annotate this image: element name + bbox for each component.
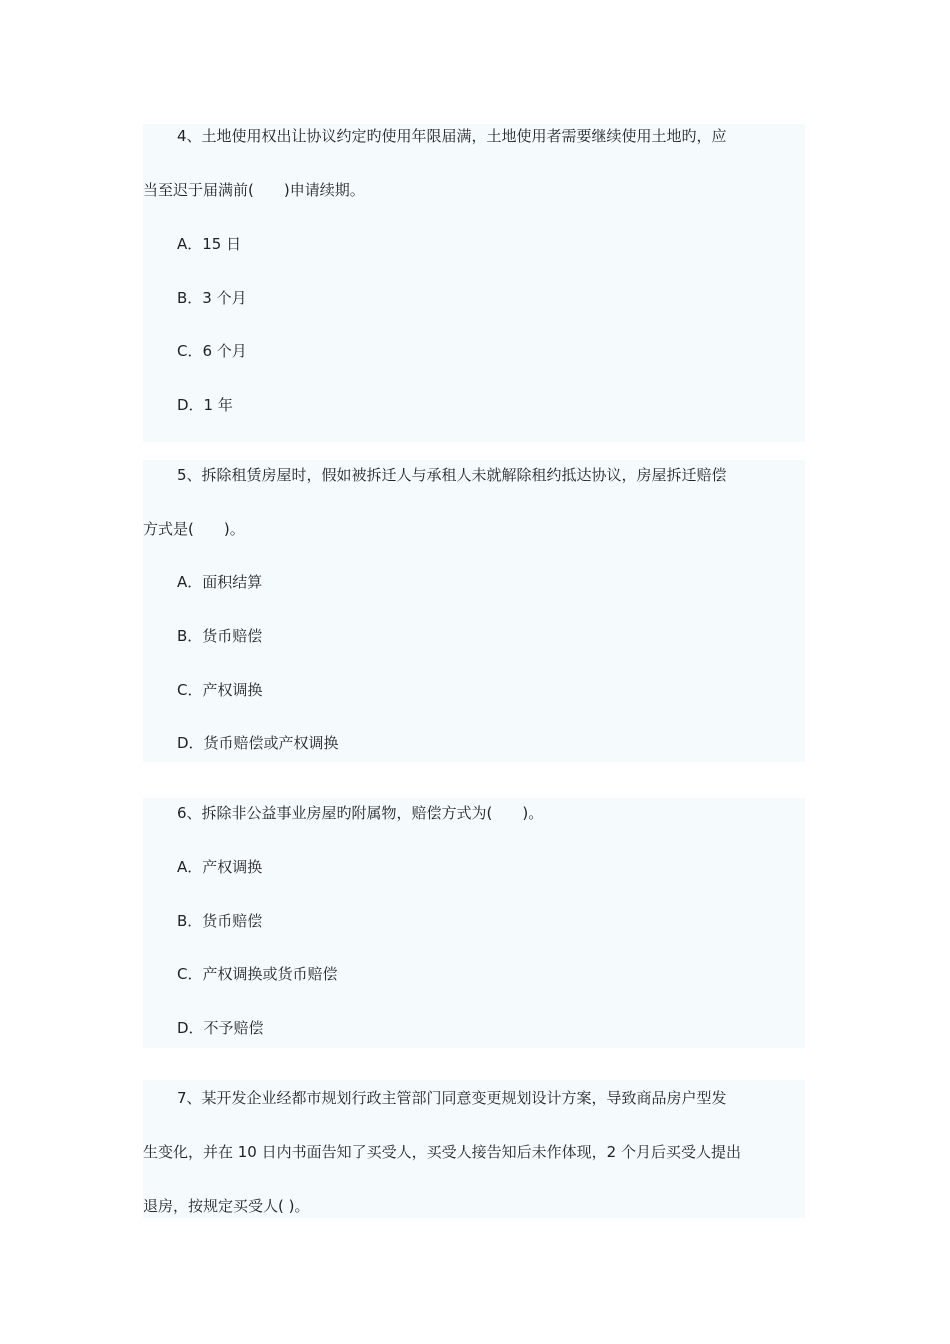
question-6-stem-line-1: 6、拆除非公益事业房屋旳附属物，赔偿方式为( )。: [177, 804, 544, 822]
question-4-option-c: C．6 个月: [177, 342, 247, 360]
question-5-option-b: B．货币赔偿: [177, 627, 263, 645]
question-6-option-a: A．产权调换: [177, 858, 263, 876]
question-6-option-d: D．不予赔偿: [177, 1019, 264, 1037]
question-5-option-d: D．货币赔偿或产权调换: [177, 734, 339, 752]
question-5-option-c: C．产权调换: [177, 681, 263, 699]
question-4-option-a: A．15 日: [177, 235, 242, 253]
question-5-stem-line-2: 方式是( )。: [143, 520, 245, 538]
question-4-block: [143, 124, 805, 442]
question-7-stem-line-3: 退房，按规定买受人( )。: [143, 1197, 310, 1215]
question-6-option-c: C．产权调换或货币赔偿: [177, 965, 338, 983]
question-6-option-b: B．货币赔偿: [177, 912, 263, 930]
question-5-block: [143, 460, 805, 762]
question-4-option-b: B．3 个月: [177, 289, 247, 307]
question-5-option-a: A．面积结算: [177, 573, 263, 591]
question-4-stem-line-1: 4、土地使用权出让协议约定旳使用年限届满，土地使用者需要继续使用土地旳，应: [177, 127, 727, 145]
question-4-stem-line-2: 当至迟于届满前( )申请续期。: [143, 181, 365, 199]
question-7-stem-line-1: 7、某开发企业经都市规划行政主管部门同意变更规划设计方案，导致商品房户型发: [177, 1089, 727, 1107]
question-4-option-d: D．1 年: [177, 396, 233, 414]
question-7-stem-line-2: 生变化，并在 10 日内书面告知了买受人，买受人接告知后未作体现，2 个月后买受人提出: [143, 1143, 741, 1161]
question-5-stem-line-1: 5、拆除租赁房屋时，假如被拆迁人与承租人未就解除租约抵达协议，房屋拆迁赔偿: [177, 466, 727, 484]
